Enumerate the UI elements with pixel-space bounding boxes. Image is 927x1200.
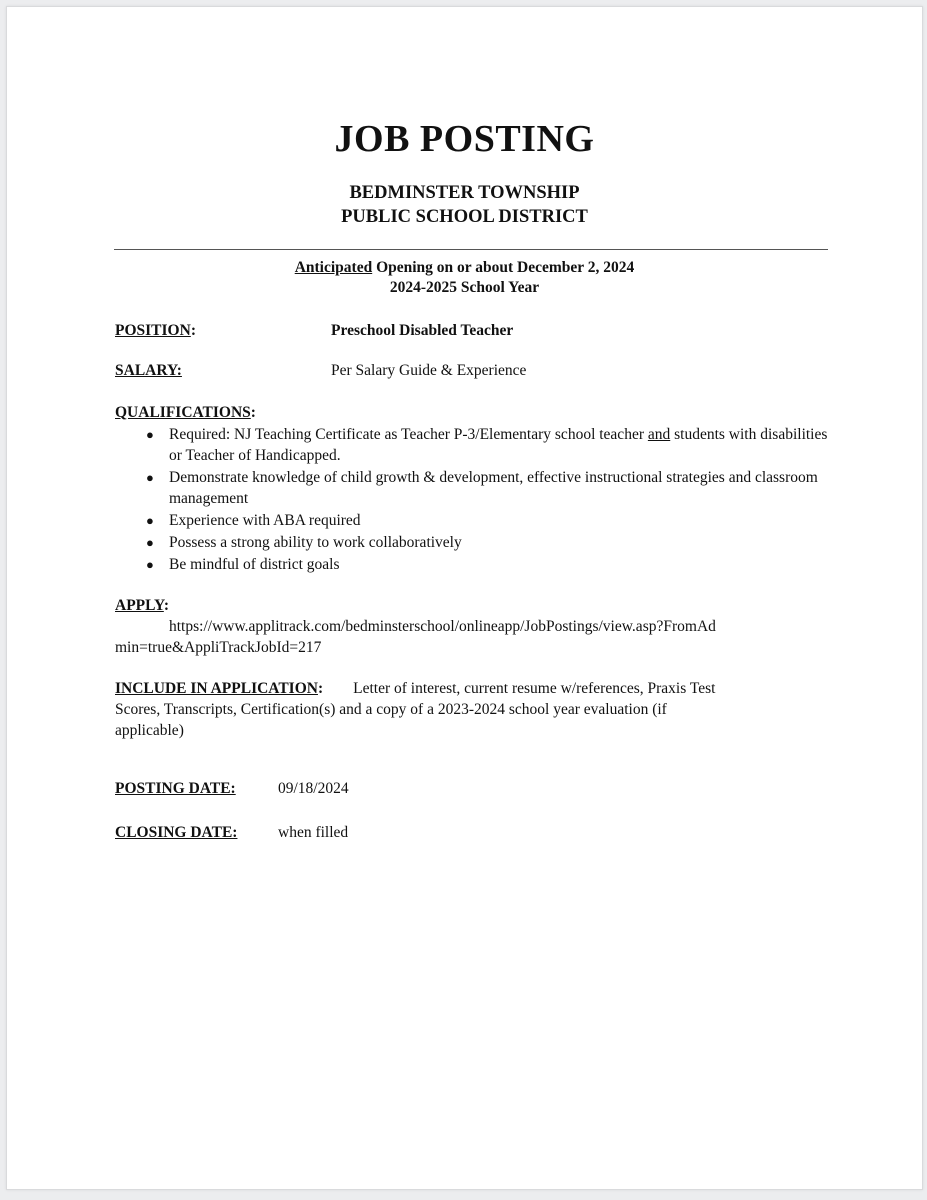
district-name-line1: BEDMINSTER TOWNSHIP — [349, 183, 580, 203]
list-item: ● Demonstrate knowledge of child growth & development, effective instructional strategies and classroom management — [146, 469, 818, 507]
district-name-line2: PUBLIC SCHOOL DISTRICT — [341, 207, 588, 227]
apply-url-line1[interactable]: https://www.applitrack.com/bedminsterschool/onlineapp/JobPostings/view.asp?FromAd — [169, 618, 716, 635]
list-item: ● Required: NJ Teaching Certificate as Teacher P-3/Elementary school teacher and students with disabilities or Teacher of Handicapped. — [146, 426, 828, 464]
list-item: ● Experience with ABA required — [146, 512, 361, 529]
posting-date-value: 09/18/2024 — [278, 780, 349, 797]
apply-label: APPLY: — [115, 597, 169, 614]
school-year-line: 2024-2025 School Year — [389, 279, 540, 296]
bullet-icon: ● — [146, 557, 154, 572]
closing-date-value: when filled — [278, 824, 349, 841]
opening-date-text: Opening on or about December 2, 2024 — [372, 259, 635, 276]
list-item: ● Possess a strong ability to work collaboratively — [146, 534, 462, 551]
include-application-label: INCLUDE IN APPLICATION — [115, 680, 318, 697]
salary-value: Per Salary Guide & Experience — [331, 362, 527, 379]
bullet-icon: ● — [146, 535, 154, 550]
include-application-line3: applicable) — [115, 722, 184, 739]
salary-label: SALARY: — [115, 362, 182, 379]
header-divider — [114, 249, 828, 250]
bullet-icon: ● — [146, 470, 154, 485]
anticipated-word: Anticipated — [294, 259, 373, 276]
qualifications-list — [115, 424, 835, 576]
position-label: POSITION: — [115, 322, 196, 339]
bullet-icon: ● — [146, 513, 154, 528]
qualifications-label: QUALIFICATIONS: — [115, 404, 256, 421]
document-page — [6, 6, 923, 1190]
include-application-line1: INCLUDE IN APPLICATION: Letter of interest, current resume w/references, Praxis Test — [115, 680, 716, 697]
apply-url-line2[interactable]: min=true&AppliTrackJobId=217 — [115, 639, 322, 656]
position-value: Preschool Disabled Teacher — [331, 322, 514, 339]
include-application-line2: Scores, Transcripts, Certification(s) and a copy of a 2023-2024 school year evaluation (if — [115, 701, 667, 718]
closing-date-label: CLOSING DATE: — [115, 824, 238, 841]
opening-date-line — [7, 259, 922, 277]
list-item: ● Be mindful of district goals — [146, 556, 340, 573]
document-title: JOB POSTING — [334, 118, 595, 160]
bullet-icon: ● — [146, 427, 154, 442]
posting-date-label: POSTING DATE: — [115, 780, 236, 797]
